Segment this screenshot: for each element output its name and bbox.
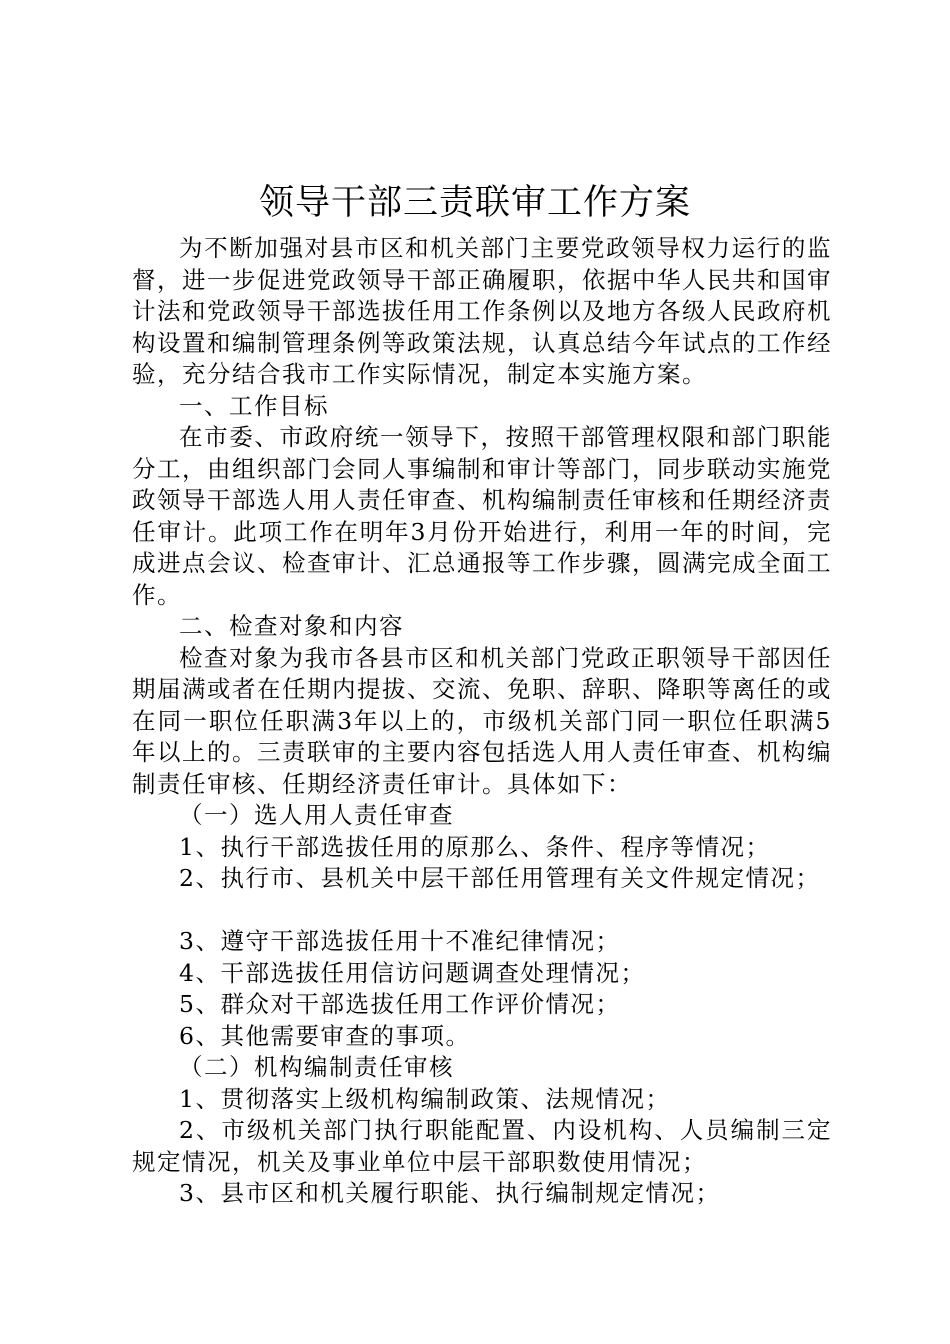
- list-item: 2、市级机关部门执行职能配置、内设机构、人员编制三定规定情况，机关及事业单位中层干部职数使用情况；: [132, 1116, 832, 1176]
- part-1-heading: （一）选人用人责任审查: [179, 801, 454, 829]
- list-item: 2、执行市、县机关中层干部任用管理有关文件规定情况；: [179, 864, 821, 892]
- list-item: 5、群众对干部选拔任用工作评价情况；: [179, 990, 621, 1018]
- list-item: 1、执行干部选拔任用的原那么、条件、程序等情况；: [179, 832, 771, 861]
- section-1-paragraph: 在市委、市政府统一领导下，按照干部管理权限和部门职能分工，由组织部门会同人事编制和审计等部门，同步联动实施党政领导干部选人用人责任审查、机构编制责任审核和任期经济责任审计。此项工作在明年3月份开始进行，利用一年的时间，完成进点会议、检查审计、汇总通报等工作步骤，圆满完成全面工作。: [132, 423, 832, 609]
- list-item: 4、干部选拔任用信访问题调查处理情况；: [179, 958, 646, 987]
- list-item: 1、贯彻落实上级机构编制政策、法规情况；: [179, 1084, 671, 1113]
- part-2-heading: （二）机构编制责任审核: [179, 1053, 454, 1081]
- document-body: [132, 233, 832, 1210]
- section-1-heading: 一、工作目标: [179, 391, 329, 420]
- list-item: 3、遵守干部选拔任用十不准纪律情况；: [179, 927, 621, 955]
- intro-paragraph: 为不断加强对县市区和机关部门主要党政领导权力运行的监督，进一步促进党政领导干部正确履职，依据中华人民共和国审计法和党政领导干部选拔任用工作条例以及地方各级人民政府机构设置和编制管理条例等政策法规，认真总结今年试点的工作经验，充分结合我市工作实际情况，制定本实施方案。: [132, 234, 832, 388]
- section-2-paragraph: 检查对象为我市各县市区和机关部门党政正职领导干部因任期届满或者在任期内提拔、交流、免职、辞职、降职等离任的或在同一职位任职满3年以上的，市级机关部门同一职位任职满5年以上的。三责联审的主要内容包括选人用人责任审查、机构编制责任审核、任期经济责任审计。具体如下：: [132, 643, 832, 798]
- page-title: 领导干部三责联审工作方案: [258, 183, 691, 223]
- list-item: 6、其他需要审查的事项。: [179, 1021, 471, 1050]
- section-2-heading: 二、检查对象和内容: [179, 612, 404, 640]
- list-item: 3、县市区和机关履行职能、执行编制规定情况；: [179, 1179, 721, 1207]
